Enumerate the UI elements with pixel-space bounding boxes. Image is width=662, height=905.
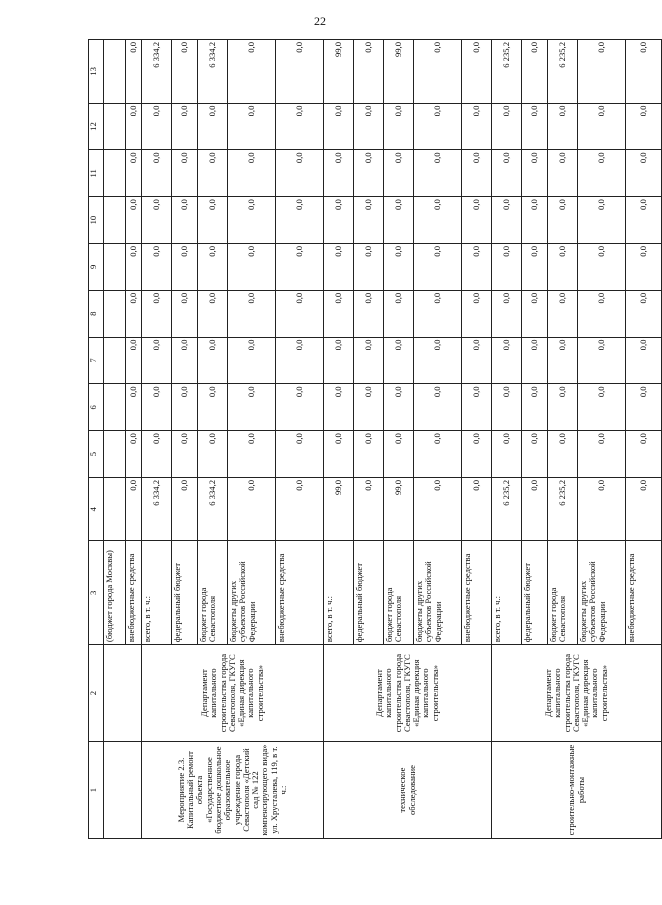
value-cell: 0,0 bbox=[384, 244, 414, 291]
value-cell: 0,0 bbox=[626, 103, 662, 150]
value-cell: 0,0 bbox=[384, 431, 414, 478]
value-cell: 0,0 bbox=[276, 150, 324, 197]
funding-source-cell: бюджет города Севастополя bbox=[548, 541, 578, 645]
value-cell: 0,0 bbox=[414, 197, 462, 244]
value-cell: 0,0 bbox=[172, 244, 198, 291]
funding-source-cell: федеральный бюджет bbox=[522, 541, 548, 645]
value-cell: 0,0 bbox=[126, 40, 142, 104]
value-cell: 0,0 bbox=[414, 337, 462, 384]
value-cell: 0,0 bbox=[492, 431, 522, 478]
value-cell: 0,0 bbox=[324, 103, 354, 150]
column-header-4: 4 bbox=[89, 477, 104, 541]
value-cell: 0,0 bbox=[578, 103, 626, 150]
value-cell: 0,0 bbox=[492, 103, 522, 150]
value-cell: 0,0 bbox=[324, 290, 354, 337]
column-header-12: 12 bbox=[89, 103, 104, 150]
value-cell: 0,0 bbox=[522, 197, 548, 244]
value-cell: 0,0 bbox=[172, 197, 198, 244]
value-cell: 0,0 bbox=[462, 197, 492, 244]
value-cell: 0,0 bbox=[276, 337, 324, 384]
value-cell: 0,0 bbox=[626, 290, 662, 337]
value-cell: 0,0 bbox=[276, 244, 324, 291]
value-cell: 0,0 bbox=[578, 337, 626, 384]
value-cell: 0,0 bbox=[354, 244, 384, 291]
value-cell: 0,0 bbox=[228, 477, 276, 541]
funding-source-cell: внебюджетные средства bbox=[462, 541, 492, 645]
column-header-8: 8 bbox=[89, 290, 104, 337]
value-cell: 0,0 bbox=[142, 337, 172, 384]
value-cell: 0,0 bbox=[198, 384, 228, 431]
column-header-11: 11 bbox=[89, 150, 104, 197]
value-cell: 0,0 bbox=[126, 244, 142, 291]
value-cell: 6 334,2 bbox=[142, 40, 172, 104]
funding-source-cell: бюджет города Севастополя bbox=[384, 541, 414, 645]
value-cell: 6 235,2 bbox=[492, 477, 522, 541]
funding-source-cell: всего, в т. ч.: bbox=[142, 541, 172, 645]
activity-cell bbox=[104, 742, 142, 839]
value-cell: 0,0 bbox=[626, 150, 662, 197]
value-cell: 0,0 bbox=[384, 150, 414, 197]
value-cell: 0,0 bbox=[324, 431, 354, 478]
value-cell: 0,0 bbox=[126, 103, 142, 150]
value-cell: 0,0 bbox=[126, 431, 142, 478]
value-cell: 99,0 bbox=[384, 477, 414, 541]
value-cell: 0,0 bbox=[126, 337, 142, 384]
value-cell: 0,0 bbox=[414, 384, 462, 431]
value-cell: 0,0 bbox=[142, 431, 172, 478]
value-cell: 0,0 bbox=[198, 337, 228, 384]
value-cell: 0,0 bbox=[626, 477, 662, 541]
value-cell: 0,0 bbox=[126, 477, 142, 541]
value-cell: 0,0 bbox=[126, 290, 142, 337]
value-cell: 0,0 bbox=[276, 40, 324, 104]
value-cell: 0,0 bbox=[354, 290, 384, 337]
value-cell: 0,0 bbox=[126, 384, 142, 431]
value-cell: 0,0 bbox=[414, 244, 462, 291]
value-cell: 0,0 bbox=[276, 477, 324, 541]
value-cell: 0,0 bbox=[228, 431, 276, 478]
value-cell: 0,0 bbox=[462, 103, 492, 150]
value-cell: 0,0 bbox=[462, 290, 492, 337]
value-cell: 0,0 bbox=[142, 384, 172, 431]
value-cell: 0,0 bbox=[228, 337, 276, 384]
funding-source-cell: всего, в т. ч.: bbox=[324, 541, 354, 645]
value-cell: 0,0 bbox=[578, 150, 626, 197]
value-cell: 0,0 bbox=[198, 150, 228, 197]
value-cell: 0,0 bbox=[228, 290, 276, 337]
value-cell: 0,0 bbox=[462, 337, 492, 384]
funding-source-cell: внебюджетные средства bbox=[126, 541, 142, 645]
value-cell: 0,0 bbox=[522, 150, 548, 197]
value-cell: 0,0 bbox=[578, 244, 626, 291]
page-number: 22 bbox=[314, 14, 326, 28]
value-cell: 0,0 bbox=[384, 197, 414, 244]
value-cell: 0,0 bbox=[354, 40, 384, 104]
value-cell: 0,0 bbox=[626, 40, 662, 104]
value-cell: 0,0 bbox=[548, 384, 578, 431]
value-cell bbox=[104, 197, 126, 244]
value-cell: 0,0 bbox=[276, 290, 324, 337]
value-cell: 0,0 bbox=[414, 431, 462, 478]
value-cell bbox=[104, 150, 126, 197]
activity-cell: техническое обследование bbox=[324, 742, 492, 839]
executor-cell: Департамент капитального строительства города Севастополя, ГКУГС «Единая дирекция капитального строительства» bbox=[492, 645, 662, 742]
executor-cell: Департамент капитального строительства города Севастополя, ГКУГС «Единая дирекция капитального строительства» bbox=[142, 645, 324, 742]
value-cell: 0,0 bbox=[142, 197, 172, 244]
activity-cell: Мероприятие 2.3. Капитальный ремонт объекта «Государственное бюджетное дошкольное образовательное учреждение города Севастополя «Детский сад № 122 компенсирующего вида» ул. Хрусталева, 119, в т. ч.: bbox=[142, 742, 324, 839]
value-cell: 0,0 bbox=[578, 290, 626, 337]
value-cell: 0,0 bbox=[626, 197, 662, 244]
funding-source-cell: всего, в т. ч.: bbox=[492, 541, 522, 645]
value-cell: 0,0 bbox=[492, 150, 522, 197]
value-cell: 0,0 bbox=[578, 477, 626, 541]
value-cell: 0,0 bbox=[578, 431, 626, 478]
value-cell: 0,0 bbox=[384, 290, 414, 337]
value-cell: 0,0 bbox=[414, 290, 462, 337]
value-cell: 0,0 bbox=[384, 337, 414, 384]
value-cell: 0,0 bbox=[522, 103, 548, 150]
value-cell: 6 334,2 bbox=[198, 40, 228, 104]
value-cell: 0,0 bbox=[462, 384, 492, 431]
value-cell: 0,0 bbox=[626, 384, 662, 431]
value-cell bbox=[104, 103, 126, 150]
table-row bbox=[104, 40, 126, 839]
value-cell: 0,0 bbox=[276, 103, 324, 150]
value-cell: 0,0 bbox=[414, 150, 462, 197]
column-header-5: 5 bbox=[89, 431, 104, 478]
value-cell: 0,0 bbox=[198, 290, 228, 337]
value-cell: 0,0 bbox=[142, 103, 172, 150]
column-header-1: 1 bbox=[89, 742, 104, 839]
activity-cell: строительно-монтажные работы bbox=[492, 742, 662, 839]
value-cell: 0,0 bbox=[548, 197, 578, 244]
value-cell: 0,0 bbox=[172, 150, 198, 197]
value-cell: 0,0 bbox=[414, 40, 462, 104]
value-cell: 0,0 bbox=[522, 384, 548, 431]
value-cell: 0,0 bbox=[578, 197, 626, 244]
value-cell: 0,0 bbox=[492, 384, 522, 431]
value-cell: 0,0 bbox=[172, 290, 198, 337]
value-cell: 0,0 bbox=[142, 244, 172, 291]
value-cell: 99,0 bbox=[384, 40, 414, 104]
value-cell: 0,0 bbox=[198, 103, 228, 150]
value-cell: 0,0 bbox=[198, 431, 228, 478]
column-header-6: 6 bbox=[89, 384, 104, 431]
value-cell bbox=[104, 290, 126, 337]
funding-source-cell: федеральный бюджет bbox=[354, 541, 384, 645]
value-cell: 0,0 bbox=[462, 150, 492, 197]
value-cell: 0,0 bbox=[198, 197, 228, 244]
value-cell: 0,0 bbox=[354, 477, 384, 541]
value-cell bbox=[104, 337, 126, 384]
value-cell bbox=[104, 431, 126, 478]
value-cell: 0,0 bbox=[354, 197, 384, 244]
value-cell: 0,0 bbox=[462, 431, 492, 478]
value-cell: 0,0 bbox=[522, 290, 548, 337]
value-cell: 0,0 bbox=[414, 477, 462, 541]
value-cell: 0,0 bbox=[384, 103, 414, 150]
rotated-table-container bbox=[88, 39, 648, 839]
column-header-10: 10 bbox=[89, 197, 104, 244]
column-header-3: 3 bbox=[89, 541, 104, 645]
value-cell: 0,0 bbox=[578, 40, 626, 104]
value-cell: 99,0 bbox=[324, 477, 354, 541]
value-cell: 0,0 bbox=[228, 103, 276, 150]
column-header-13: 13 bbox=[89, 40, 104, 104]
value-cell: 0,0 bbox=[324, 384, 354, 431]
value-cell: 0,0 bbox=[384, 384, 414, 431]
value-cell: 0,0 bbox=[172, 40, 198, 104]
value-cell bbox=[104, 40, 126, 104]
value-cell: 0,0 bbox=[548, 244, 578, 291]
value-cell: 6 235,2 bbox=[548, 40, 578, 104]
funding-source-cell: бюджет города Севастополя bbox=[198, 541, 228, 645]
value-cell: 0,0 bbox=[462, 244, 492, 291]
value-cell: 0,0 bbox=[324, 197, 354, 244]
value-cell: 0,0 bbox=[548, 103, 578, 150]
column-header-9: 9 bbox=[89, 244, 104, 291]
table-row bbox=[142, 40, 172, 839]
value-cell: 0,0 bbox=[354, 431, 384, 478]
value-cell: 0,0 bbox=[492, 197, 522, 244]
funding-source-cell: бюджеты других субъектов Российской Федерации bbox=[578, 541, 626, 645]
value-cell: 0,0 bbox=[522, 477, 548, 541]
funding-source-cell: (бюджет города Москвы) bbox=[104, 541, 126, 645]
funding-source-cell: бюджеты других субъектов Российской Федерации bbox=[228, 541, 276, 645]
table-row bbox=[324, 40, 354, 839]
executor-cell: Департамент капитального строительства города Севастополя, ГКУГС «Единая дирекция капитального строительства» bbox=[324, 645, 492, 742]
value-cell: 0,0 bbox=[172, 384, 198, 431]
value-cell bbox=[104, 384, 126, 431]
value-cell: 0,0 bbox=[626, 337, 662, 384]
value-cell: 0,0 bbox=[276, 197, 324, 244]
value-cell: 0,0 bbox=[142, 290, 172, 337]
value-cell: 0,0 bbox=[492, 290, 522, 337]
value-cell: 0,0 bbox=[626, 431, 662, 478]
funding-source-cell: бюджеты других субъектов Российской Федерации bbox=[414, 541, 462, 645]
funding-source-cell: внебюджетные средства bbox=[276, 541, 324, 645]
value-cell: 0,0 bbox=[522, 244, 548, 291]
budget-table bbox=[88, 39, 662, 839]
value-cell: 0,0 bbox=[276, 431, 324, 478]
value-cell bbox=[104, 477, 126, 541]
value-cell: 0,0 bbox=[548, 290, 578, 337]
value-cell: 0,0 bbox=[354, 103, 384, 150]
value-cell: 0,0 bbox=[354, 384, 384, 431]
value-cell: 0,0 bbox=[522, 431, 548, 478]
value-cell: 0,0 bbox=[462, 477, 492, 541]
value-cell: 6 235,2 bbox=[548, 477, 578, 541]
value-cell: 0,0 bbox=[462, 40, 492, 104]
value-cell: 0,0 bbox=[492, 337, 522, 384]
value-cell: 6 334,2 bbox=[142, 477, 172, 541]
value-cell: 0,0 bbox=[126, 197, 142, 244]
funding-source-cell: внебюджетные средства bbox=[626, 541, 662, 645]
funding-source-cell: федеральный бюджет bbox=[172, 541, 198, 645]
value-cell: 0,0 bbox=[354, 150, 384, 197]
value-cell: 6 334,2 bbox=[198, 477, 228, 541]
value-cell: 0,0 bbox=[228, 197, 276, 244]
value-cell: 0,0 bbox=[354, 337, 384, 384]
value-cell: 0,0 bbox=[228, 40, 276, 104]
column-header-7: 7 bbox=[89, 337, 104, 384]
value-cell: 0,0 bbox=[522, 40, 548, 104]
value-cell: 99,0 bbox=[324, 40, 354, 104]
value-cell: 0,0 bbox=[126, 150, 142, 197]
value-cell: 0,0 bbox=[198, 244, 228, 291]
value-cell: 0,0 bbox=[172, 431, 198, 478]
value-cell: 0,0 bbox=[578, 384, 626, 431]
value-cell: 6 235,2 bbox=[492, 40, 522, 104]
value-cell: 0,0 bbox=[324, 337, 354, 384]
value-cell: 0,0 bbox=[228, 384, 276, 431]
value-cell: 0,0 bbox=[548, 431, 578, 478]
value-cell: 0,0 bbox=[228, 244, 276, 291]
value-cell: 0,0 bbox=[492, 244, 522, 291]
value-cell: 0,0 bbox=[172, 103, 198, 150]
value-cell: 0,0 bbox=[522, 337, 548, 384]
value-cell: 0,0 bbox=[142, 150, 172, 197]
value-cell: 0,0 bbox=[548, 150, 578, 197]
value-cell: 0,0 bbox=[548, 337, 578, 384]
executor-cell bbox=[104, 645, 142, 742]
value-cell: 0,0 bbox=[324, 150, 354, 197]
column-header-2: 2 bbox=[89, 645, 104, 742]
value-cell: 0,0 bbox=[414, 103, 462, 150]
value-cell: 0,0 bbox=[172, 337, 198, 384]
value-cell: 0,0 bbox=[228, 150, 276, 197]
table-row bbox=[492, 40, 522, 839]
value-cell bbox=[104, 244, 126, 291]
value-cell: 0,0 bbox=[276, 384, 324, 431]
value-cell: 0,0 bbox=[172, 477, 198, 541]
value-cell: 0,0 bbox=[626, 244, 662, 291]
value-cell: 0,0 bbox=[324, 244, 354, 291]
